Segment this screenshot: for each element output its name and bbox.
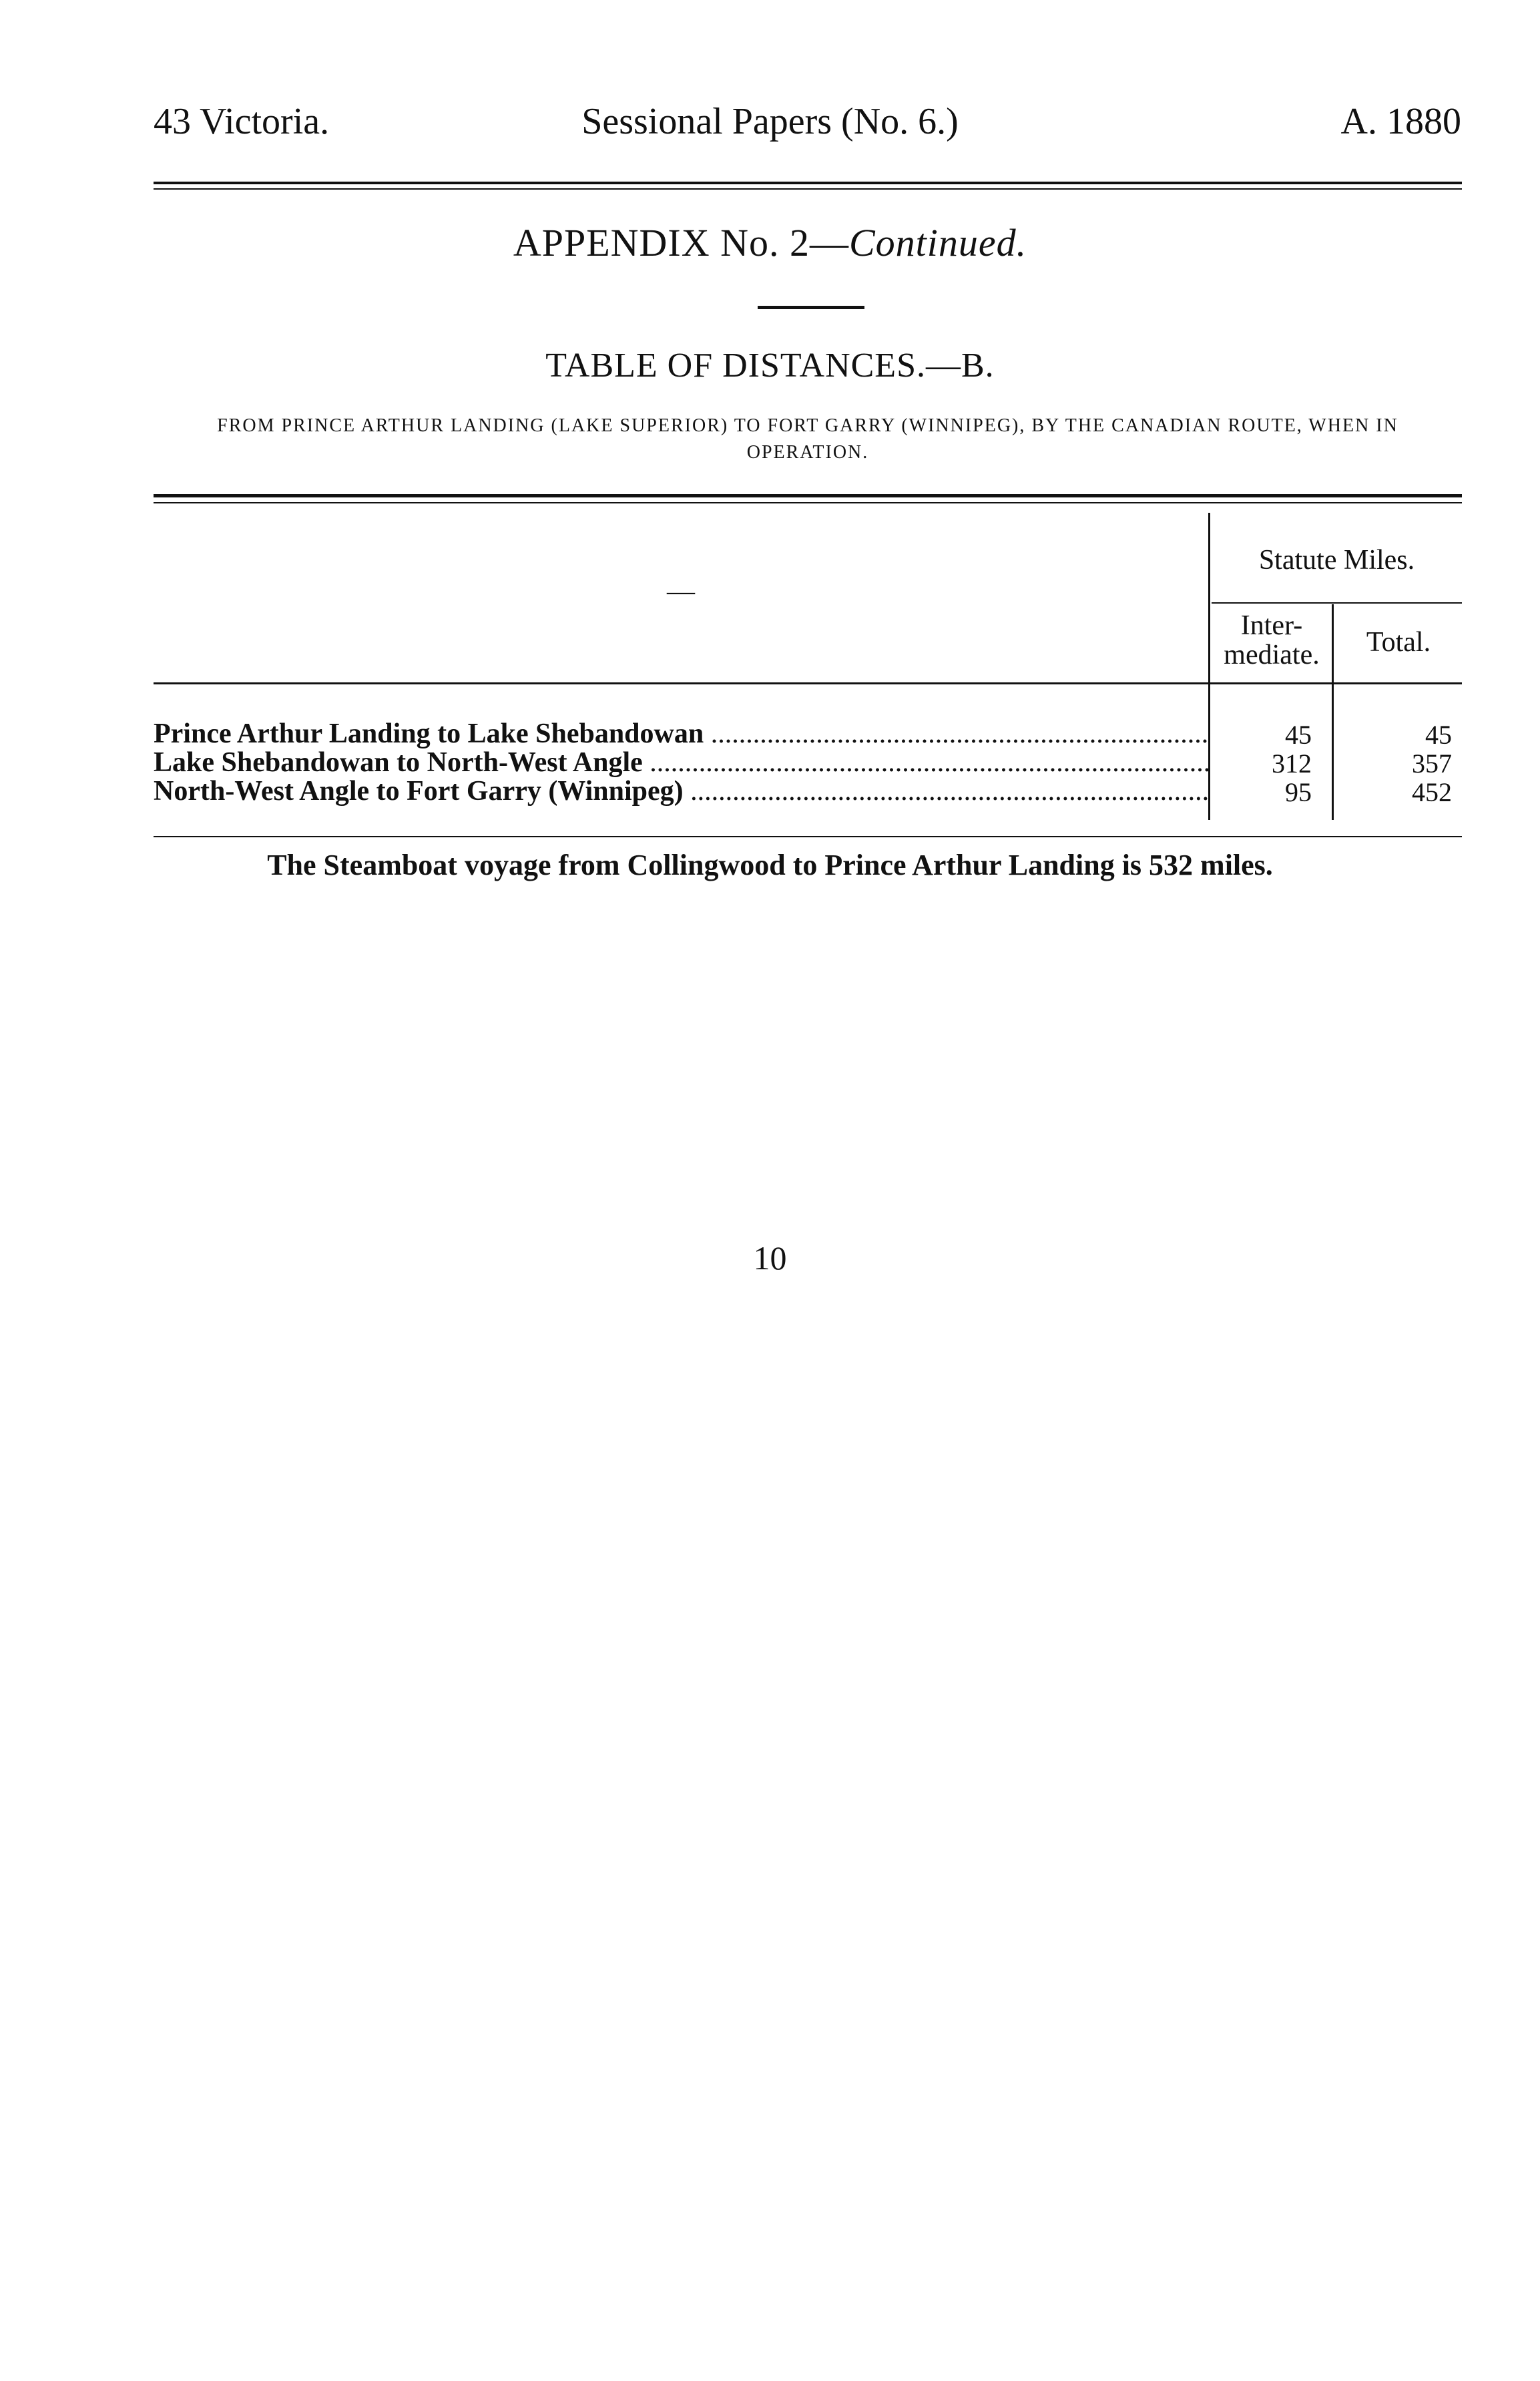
table-description: FROM PRINCE ARTHUR LANDING (LAKE SUPERIOR) TO FORT GARRY (WINNIPEG), BY THE CANADIAN ROUTE, WHEN IN OPERATION. bbox=[217, 415, 1398, 463]
appendix-title bbox=[0, 220, 1540, 265]
column-divider-stub bbox=[1208, 513, 1210, 820]
route-label: Lake Shebandowan to North-West Angle ..... bbox=[154, 746, 1208, 779]
route-label: Prince Arthur Landing to Lake Shebandowan ..... bbox=[154, 718, 1208, 750]
column-divider-intermediate bbox=[1332, 604, 1334, 820]
intermediate-value: 95 bbox=[1285, 777, 1312, 807]
header-year: A. 1880 bbox=[1340, 101, 1461, 142]
intermediate-value: 45 bbox=[1285, 720, 1312, 750]
header-bottom-rule bbox=[154, 682, 1462, 684]
header-rule-bottom bbox=[154, 188, 1462, 190]
column-header-total: Total. bbox=[1366, 627, 1431, 658]
route-label: North-West Angle to Fort Garry (Winnipeg) ..... bbox=[154, 775, 1208, 807]
table-rule-top-thin bbox=[154, 502, 1462, 503]
steamboat-note: The Steamboat voyage from Collingwood to Prince Arthur Landing is 532 miles. bbox=[267, 849, 1273, 881]
appendix-title-italic: Continued. bbox=[849, 221, 1027, 264]
column-group-underline bbox=[1212, 602, 1462, 604]
total-value: 357 bbox=[1412, 748, 1452, 779]
table-bottom-rule bbox=[154, 836, 1462, 837]
page-number: 10 bbox=[753, 1239, 787, 1277]
table-title: TABLE OF DISTANCES.—B. bbox=[545, 347, 995, 385]
total-value: 452 bbox=[1412, 777, 1452, 807]
table-rule-top-thick bbox=[154, 494, 1462, 497]
column-header-intermediate: Inter- mediate. bbox=[1224, 610, 1320, 670]
title-separator bbox=[758, 306, 864, 309]
appendix-title-main: APPENDIX No. 2— bbox=[513, 221, 849, 264]
header-title: Sessional Papers (No. 6.) bbox=[581, 101, 959, 142]
total-value: 45 bbox=[1425, 720, 1452, 750]
intermediate-value: 312 bbox=[1272, 748, 1312, 779]
header-volume: 43 Victoria. bbox=[154, 101, 330, 142]
stub-placeholder: — bbox=[667, 576, 695, 607]
column-group-statute-miles: Statute Miles. bbox=[1258, 545, 1415, 576]
header-rule-top bbox=[154, 182, 1462, 184]
